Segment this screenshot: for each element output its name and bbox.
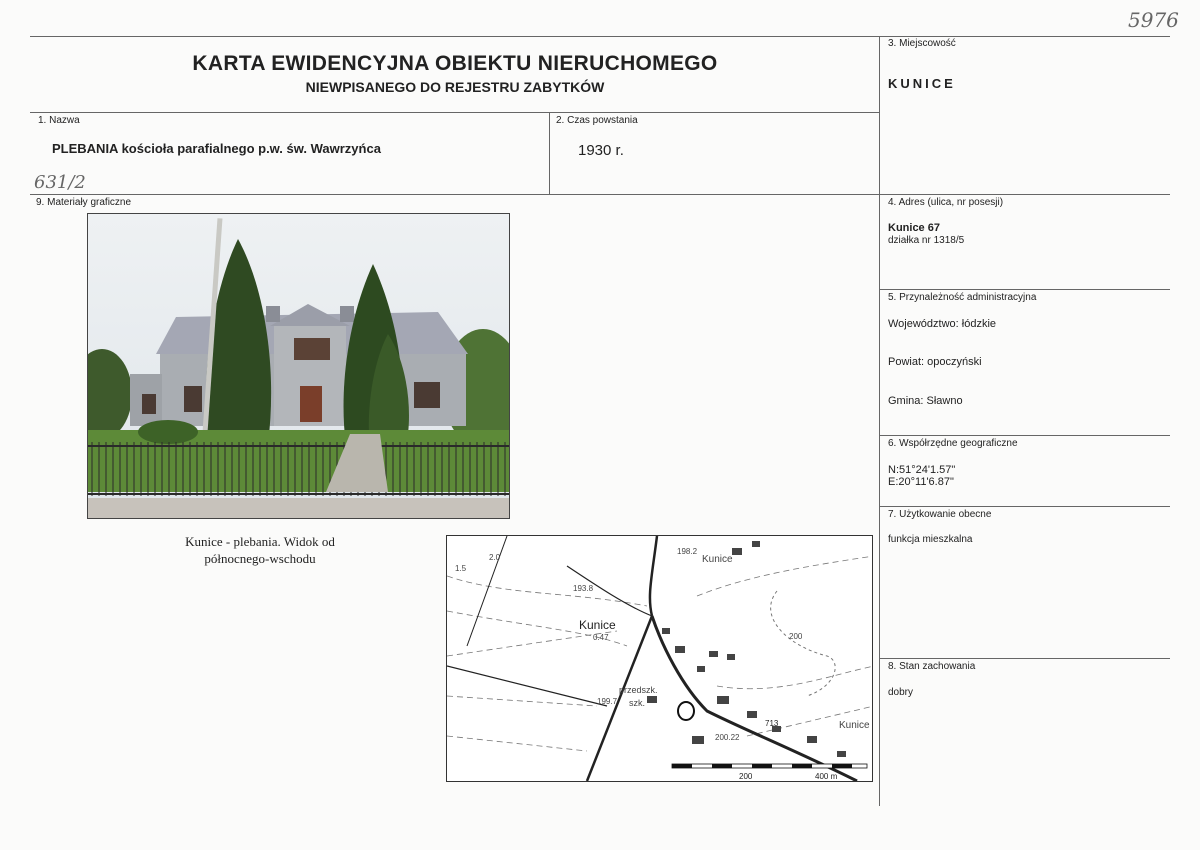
header-bottom-line [30,112,879,113]
pavement [88,498,510,519]
photo-caption [150,533,370,567]
admin-county: Powiat: opoczyński [888,356,982,368]
date-label: 2. Czas powstania [556,115,638,126]
coords-label: 6. Współrzędne geograficzne [888,438,1018,449]
locality-value: KUNICE [888,76,956,91]
map-label-school2: szk. [629,698,646,708]
window-1 [184,386,202,412]
map-elevation-5: 0.47 [593,633,609,642]
name-value-bold: PLEBANIA [52,141,118,156]
map-scale-400: 400 m [815,772,838,781]
coords-east: E:20°11'6.87" [888,476,954,488]
hedge [138,420,198,444]
graphics-label: 9. Materiały graficzne [36,197,132,208]
admin-label: 5. Przynależność administracyjna [888,292,1037,303]
usage-value: funkcja mieszkalna [888,534,973,545]
chimney-2 [340,306,354,322]
photo-illustration [88,214,510,519]
name-date-divider [549,112,550,194]
map-illustration [447,536,873,782]
condition-label: 8. Stan zachowania [888,661,976,672]
window-upper [294,338,330,360]
map-elevation-4: 200.22 [715,733,740,742]
date-value: 1930 r. [578,142,624,159]
map-label-school: przedszk. [619,685,658,695]
map-scale-200: 200 [739,772,753,781]
map-label-road: 713 [765,719,779,728]
photo-caption-line2: północnego-wschodu [204,551,316,566]
map-elevation-2: 193.8 [573,584,594,593]
condition-value: dobry [888,687,914,698]
address-line2: działka nr 1318/5 [888,235,965,246]
chimney-1 [266,306,280,322]
usage-label: 7. Użytkowanie obecne [888,509,992,520]
house-door [300,386,322,422]
usage-bottom-line [879,658,1170,659]
coords-bottom-line [879,506,1170,507]
map-elevation-1: 198.2 [677,547,698,556]
map-label-kunice-ne: Kunice [702,554,733,565]
handwritten-note: 631/2 [34,172,86,193]
name-row-bottom-line [30,194,1170,195]
photo-caption-line1: Kunice - plebania. Widok od [185,534,335,549]
name-value-rest: kościoła parafialnego p.w. św. Wawrzyńca [117,141,381,156]
address-line1: Kunice 67 [888,222,940,234]
map-label-kunice-main: Kunice [579,618,616,632]
admin-voivodeship: Województwo: łódzkie [888,318,997,330]
document-subtitle: NIEWPISANEGO DO REJESTRU ZABYTKÓW [305,79,605,95]
corner-handwritten-number: 5976 [1128,8,1179,32]
name-label: 1. Nazwa [38,115,80,126]
map-elevation-7: 2.0 [489,553,501,562]
window-4 [142,394,156,414]
parish-house-photo [87,213,510,519]
name-value [52,141,381,156]
map-elevation-6: 1.5 [455,564,467,573]
admin-commune: Gmina: Sławno [888,395,963,407]
address-label: 4. Adres (ulica, nr posesji) [888,197,1004,208]
right-column-divider [879,36,880,806]
window-3 [414,382,440,408]
locality-label: 3. Miejscowość [888,38,956,49]
address-bottom-line [879,289,1170,290]
admin-bottom-line [879,435,1170,436]
map-contour-label: 200 [789,632,803,641]
top-border [30,36,1170,37]
map-scale-bar [672,764,867,768]
map-label-kunice-se: Kunice [839,720,870,731]
location-map [446,535,873,782]
coords-north: N:51°24'1.57" [888,464,956,476]
document-title: KARTA EWIDENCYJNA OBIEKTU NIERUCHOMEGO [192,52,718,75]
map-elevation-3: 199.7 [597,697,618,706]
